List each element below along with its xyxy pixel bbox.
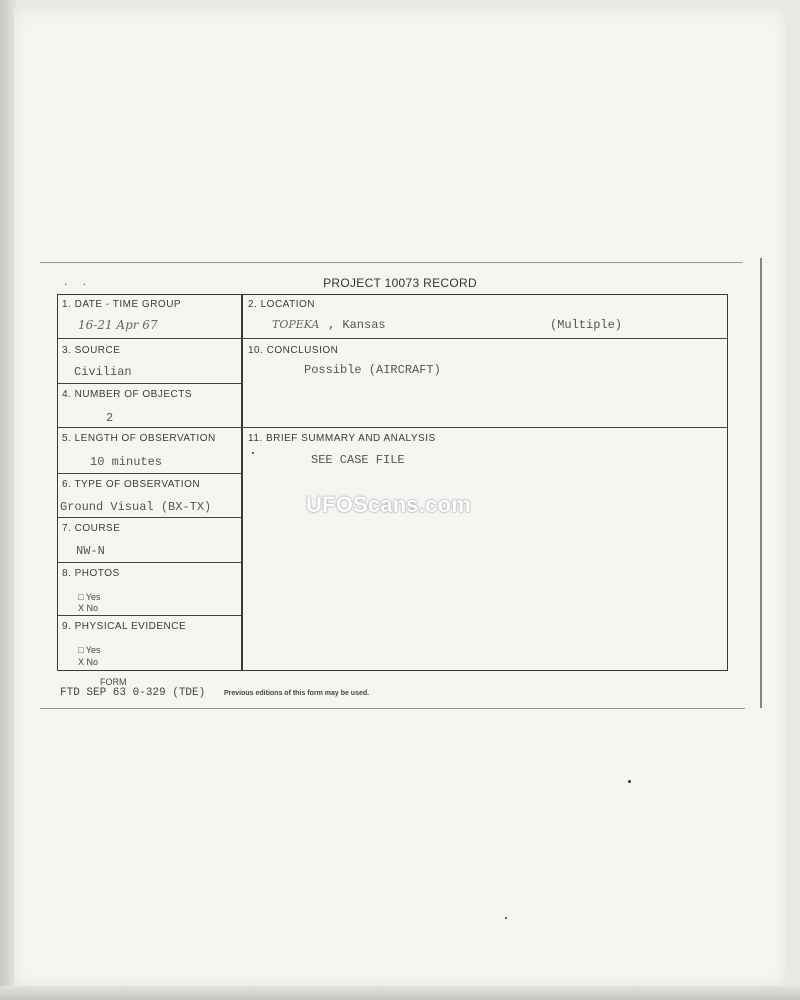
record-title: PROJECT 10073 RECORD [323,276,477,290]
scan-bottom-edge [0,986,800,1000]
physical-evidence-no: X No [78,657,99,667]
photos-label: 8. PHOTOS [62,568,120,579]
type-of-observation-label: 6. TYPE OF OBSERVATION [62,479,201,490]
row-divider-6 [58,562,241,563]
scan-speck [252,452,254,454]
type-of-observation-value: Ground Visual (BX-TX) [60,500,212,514]
row-divider-4 [58,473,241,474]
source-value: Civilian [74,365,132,379]
brief-summary-value: SEE CASE FILE [311,453,405,467]
photos-yes: □ Yes [78,592,101,602]
photos-no: X No [78,603,99,613]
footer-form-code: FTD SEP 63 0-329 (TDE) [60,687,206,699]
footer-note: Previous editions of this form may be used. [224,690,370,697]
watermark: UFOScans.com [306,492,472,517]
date-time-group-label: 1. DATE - TIME GROUP [62,299,182,310]
location-label: 2. LOCATION [248,299,315,310]
conclusion-value: Possible (AIRCRAFT) [304,363,441,377]
column-divider [241,295,243,670]
record-form [57,294,728,671]
header-dots: . . [64,274,93,288]
course-value: NW-N [76,544,105,558]
location-note: (Multiple) [550,318,623,332]
scan-speck [505,917,507,919]
course-label: 7. COURSE [62,523,121,534]
length-of-observation-label: 5. LENGTH OF OBSERVATION [62,433,216,444]
footer-form-word: FORM [100,677,127,687]
row-divider-3 [58,427,727,428]
physical-evidence-yes: □ Yes [78,645,101,655]
row-divider-5 [58,517,241,518]
top-rule [40,262,742,263]
source-label: 3. SOURCE [62,345,121,356]
bottom-rule [40,708,745,709]
scan-speck [628,780,631,783]
physical-evidence-label: 9. PHYSICAL EVIDENCE [62,621,187,632]
conclusion-label: 10. CONCLUSION [248,345,339,356]
row-divider-2 [58,383,241,384]
row-divider-1 [58,338,727,339]
date-time-group-value: 16-21 Apr 67 [78,318,158,332]
row-divider-7 [58,615,241,616]
number-of-objects-label: 4. NUMBER OF OBJECTS [62,389,193,400]
right-margin-rule [760,258,762,708]
brief-summary-label: 11. BRIEF SUMMARY AND ANALYSIS [248,433,436,444]
location-typed: , Kansas [328,318,386,332]
number-of-objects-value: 2 [106,411,114,425]
length-of-observation-value: 10 minutes [90,455,163,469]
location-handwritten: TOPEKA [272,318,320,331]
